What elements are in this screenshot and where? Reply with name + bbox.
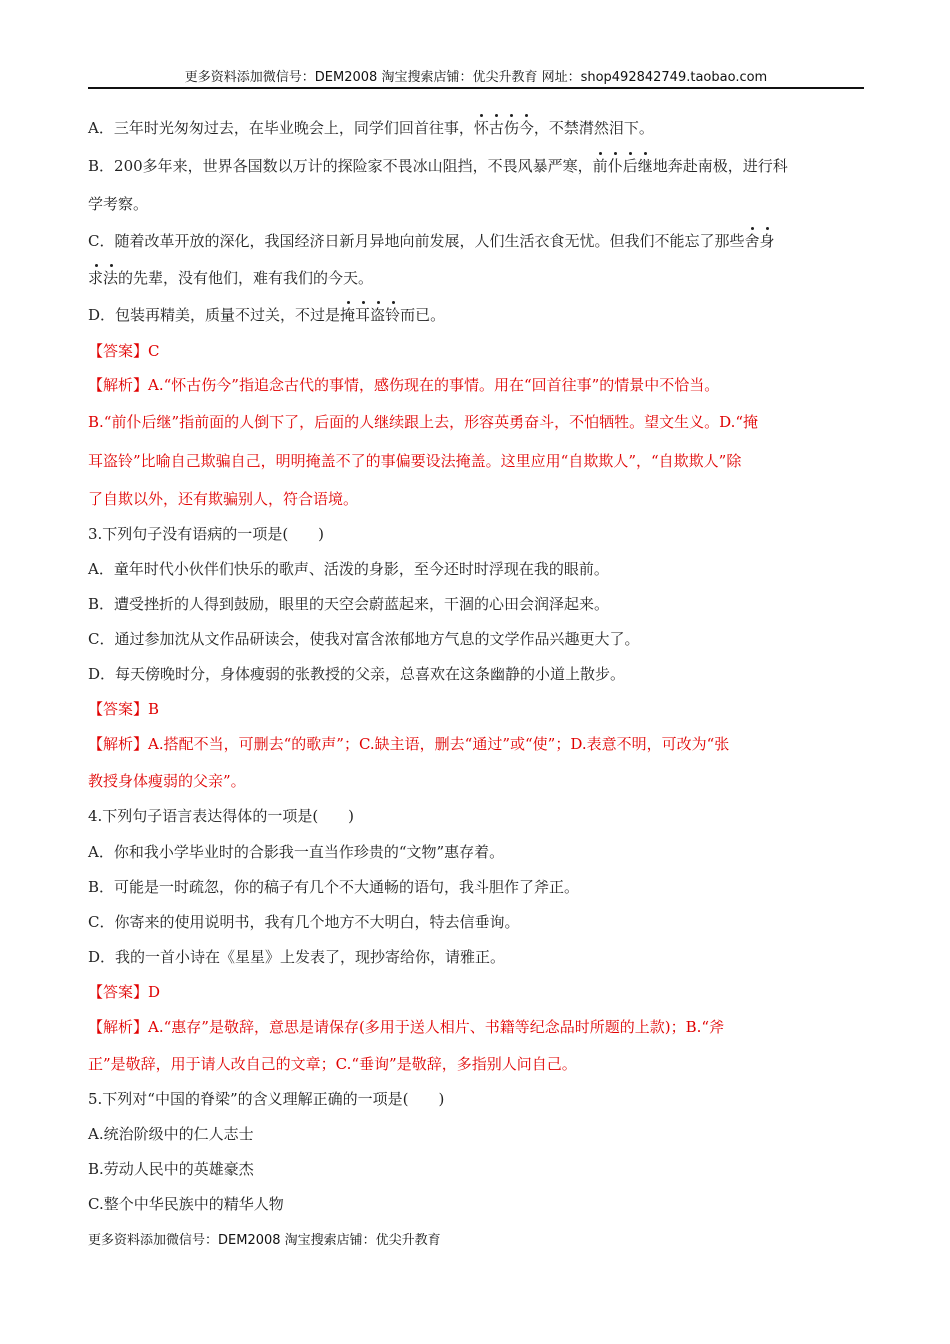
emphasis-char: 舍	[744, 232, 760, 250]
emphasis-char: 身	[759, 232, 775, 250]
emphasis-char: 求	[88, 269, 104, 287]
q2-answer: 【答案】C	[88, 342, 160, 360]
q2-analysis-line: 耳盗铃”比喻自己欺骗自己，明明掩盖不了的事偏要设法掩盖。这里应用“自欺欺人”，“自欺欺人”除	[88, 452, 742, 470]
emphasis-char: 铃	[385, 306, 401, 324]
emphasis-char: 继	[637, 157, 653, 175]
emphasis-char: 今	[518, 119, 534, 137]
q4-option: A．你和我小学毕业时的合影我一直当作珍贵的“文物”惠存着。	[88, 843, 505, 861]
q2-analysis-line: 【解析】A.“怀古伤今”指追念古代的事情，感伤现在的事情。用在“回首往事”的情景中不恰当。	[88, 376, 720, 394]
q3-analysis-line: 教授身体瘦弱的父亲”。	[88, 772, 246, 790]
q3-option: D．每天傍晚时分，身体瘦弱的张教授的父亲，总喜欢在这条幽静的小道上散步。	[88, 665, 626, 683]
page-header: 更多资料添加微信号：DEM2008 淘宝搜索店铺：优尖升教育 网址：shop492842749.taobao.com	[184, 70, 768, 85]
q2-analysis-line: B.“前仆后继”指前面的人倒下了，后面的人继续跟上去，形容英勇奋斗，不怕牺牲。望文生义。D.“掩	[88, 413, 759, 431]
q2-option-c: C．随着改革开放的深化，我国经济日新月异地向前发展，人们生活衣食无忧。但我们不能忘了那些舍身	[88, 232, 775, 250]
emphasis-char: 掩	[340, 306, 356, 324]
page-footer: 更多资料添加微信号：DEM2008 淘宝搜索店铺：优尖升教育	[88, 1233, 441, 1248]
q3-option: B．遭受挫折的人得到鼓励，眼里的天空会蔚蓝起来，干涸的心田会润泽起来。	[88, 595, 610, 613]
q4-analysis-line: 【解析】A.“惠存”是敬辞，意思是请保存(多用于送人相片、书籍等纪念品时所题的上款)；B.“斧	[88, 1018, 725, 1036]
q2-option-b: B．200多年来，世界各国数以万计的探险家不畏冰山阻挡，不畏风暴严寒，前仆后继地奔赴南极，进行科	[88, 157, 788, 175]
emphasis-dots	[474, 119, 534, 137]
q2-analysis-line: 了自欺以外，还有欺骗别人，符合语境。	[88, 490, 359, 508]
header-divider	[88, 87, 864, 89]
emphasis-char: 后	[622, 157, 638, 175]
q3-answer: 【答案】B	[88, 700, 160, 718]
q5-option: C.整个中华民族中的精华人物	[88, 1195, 284, 1213]
q5-stem: 5.下列对“中国的脊梁”的含义理解正确的一项是( )	[88, 1090, 445, 1108]
q2-option-d: D．包装再精美，质量不过关，不过是掩耳盗铃而已。	[88, 306, 446, 324]
emphasis-char: 前	[592, 157, 608, 175]
q3-analysis-line: 【解析】A.搭配不当，可删去“的歌声”；C.缺主语，删去“通过”或“使”；D.表意不明，可改为“张	[88, 735, 730, 753]
q5-option: B.劳动人民中的英雄豪杰	[88, 1160, 254, 1178]
q3-stem: 3.下列句子没有语病的一项是( )	[88, 525, 325, 543]
emphasis-char: 怀	[473, 119, 489, 137]
q4-answer: 【答案】D	[88, 983, 161, 1001]
q2-option-a: A．三年时光匆匆过去，在毕业晚会上，同学们回首往事，怀古伤今，不禁潸然泪下。	[88, 119, 654, 137]
q2-option-c-cont: 求法的先辈，没有他们，难有我们的今天。	[88, 269, 374, 287]
emphasis-char: 古	[488, 119, 504, 137]
emphasis-dots	[593, 157, 653, 175]
emphasis-dots	[340, 306, 400, 324]
emphasis-dots	[88, 269, 118, 287]
q4-analysis-line: 正”是敬辞，用于请人改自己的文章；C.“垂询”是敬辞，多指别人问自己。	[88, 1055, 577, 1073]
emphasis-char: 伤	[503, 119, 519, 137]
emphasis-char: 法	[103, 269, 119, 287]
q4-option: B．可能是一时疏忽，你的稿子有几个不大通畅的语句，我斗胆作了斧正。	[88, 878, 580, 896]
q4-option: C．你寄来的使用说明书，我有几个地方不大明白，特去信垂询。	[88, 913, 520, 931]
q3-option: C．通过参加沈从文作品研读会，使我对富含浓郁地方气息的文学作品兴趣更大了。	[88, 630, 640, 648]
q4-stem: 4.下列句子语言表达得体的一项是( )	[88, 807, 355, 825]
emphasis-char: 仆	[607, 157, 623, 175]
emphasis-char: 盗	[370, 306, 386, 324]
emphasis-char: 耳	[355, 306, 371, 324]
q3-option: A．童年时代小伙伴们快乐的歌声、活泼的身影，至今还时时浮现在我的眼前。	[88, 560, 609, 578]
q2-option-b-cont: 学考察。	[88, 195, 149, 213]
emphasis-dots	[744, 232, 774, 250]
q4-option: D．我的一首小诗在《星星》上发表了，现抄寄给你，请雅正。	[88, 948, 506, 966]
q5-option: A.统治阶级中的仁人志士	[88, 1125, 254, 1143]
